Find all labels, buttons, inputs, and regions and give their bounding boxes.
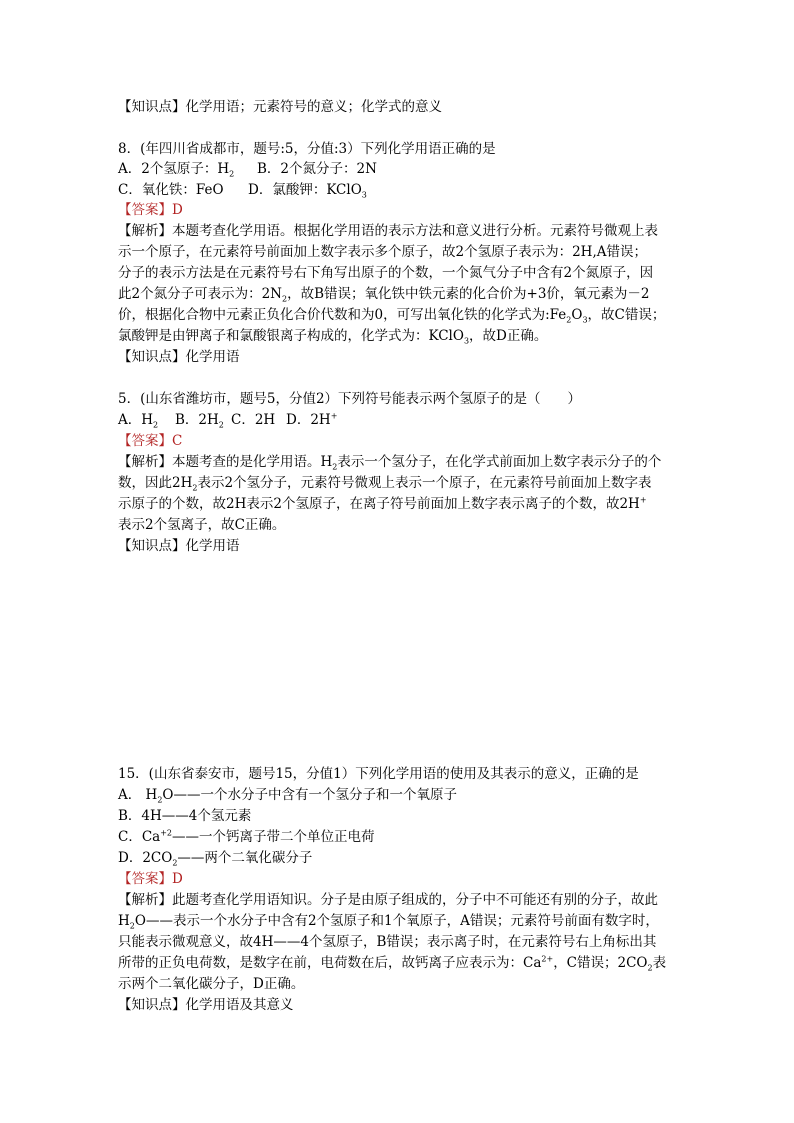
answer-value: C: [172, 433, 183, 449]
option-a: A．$H_2$: [118, 412, 159, 430]
option-b: B．$2H_2$: [175, 412, 224, 430]
knowledge-tag: 【知识点】: [118, 99, 186, 115]
knowledge-line: [118, 995, 294, 1015]
answer-tag: 【答案】: [118, 202, 172, 218]
question-8-options-ab: [118, 159, 377, 179]
analysis-line: 【解析】本题考查化学用语。根据化学用语的表示方法和意义进行分析。元素符号微观上表: [118, 223, 658, 239]
analysis-line: 示两个二氧化碳分子，D正确。: [118, 976, 305, 992]
option-b: B．2个氮分子：2N: [257, 161, 377, 177]
analysis-line: 【解析】此题考查化学用语知识。分子是由原子组成的，分子中不可能还有别的分子，故此: [118, 892, 658, 908]
analysis-line: 表示2个氢离子，故C正确。: [118, 517, 286, 533]
option-b: B．4H——4个氢元素: [118, 808, 252, 824]
knowledge-line: [118, 347, 240, 367]
knowledge-tag: 【知识点】: [118, 349, 186, 365]
analysis-line: $H_2O——$表示一个水分子中含有2个氢原子和1个氧原子，A错误；元素符号前面有数字时，: [118, 913, 659, 931]
analysis-tag: 【解析】: [118, 223, 172, 239]
question-5-options: [118, 410, 337, 430]
option-a: A．2个氢原子：$H_2$: [118, 161, 235, 179]
analysis-line: 示原子的个数，故2H表示2个氢原子，在离子符号前面加上数字表示离子的个数，故2H+: [118, 495, 647, 512]
analysis-line: 所带的正负电荷数，是数字在前，电荷数在后，故钙离子应表示为：$Ca^{2+}$，C错误；$2CO_2$表: [118, 954, 667, 973]
analysis-line: 示一个原子，在元素符号前面加上数字表示多个原子，故2个氢原子表示为：2H,A错误；: [118, 244, 647, 260]
knowledge-line: [118, 97, 442, 117]
option-d: D．2H+: [286, 411, 338, 428]
option-d: D．氯酸钾：KClO$_3$: [248, 182, 367, 200]
question-8-header: 8．(年四川省成都市，题号:5，分值:3）下列化学用语正确的是: [118, 141, 496, 157]
question-5-header: 5．(山东省潍坊市，题号5，分值2）下列符号能表示两个氢原子的是（ ）: [118, 391, 582, 407]
analysis-tag: 【解析】: [118, 454, 172, 470]
analysis-line: 数，因此$2H_2$表示2个氢分子，元素符号微观上表示一个原子，在元素符号前面加上数字表: [118, 475, 652, 493]
knowledge-text: 化学用语及其意义: [185, 997, 294, 1013]
answer-value: D: [172, 871, 183, 887]
analysis-line: 氯酸钾是由钾离子和氯酸银离子构成的，化学式为：KClO$_3$，故D正确。: [118, 328, 548, 346]
answer-line: [118, 431, 182, 451]
knowledge-text: 化学用语: [185, 538, 240, 554]
knowledge-tag: 【知识点】: [118, 538, 186, 554]
analysis-line: 分子的表示方法是在元素符号右下角写出原子的个数，一个氮气分子中含有2个氮原子，因: [118, 265, 654, 281]
option-d: D．$2CO_2——$两个二氧化碳分子: [118, 850, 313, 868]
knowledge-text: 化学用语；元素符号的意义；化学式的意义: [185, 99, 442, 115]
answer-tag: 【答案】: [118, 433, 172, 449]
option-c: C．2H: [231, 412, 276, 428]
knowledge-line: [118, 536, 240, 556]
option-a: A． $H_2O——$一个水分子中含有一个氢分子和一个氧原子: [118, 787, 457, 805]
question-8-options-cd: [118, 180, 367, 200]
analysis-line: 此2个氮分子可表示为：$2N_2$，故B错误；氧化铁中铁元素的化合价为+3价，氧元素为－2: [118, 286, 650, 304]
answer-line: [118, 200, 183, 220]
analysis-line: 价，根据化合物中元素正负化合价代数和为0，可写出氧化铁的化学式为$:Fe_2O_3$，故C错误；: [118, 307, 666, 325]
knowledge-tag: 【知识点】: [118, 997, 186, 1013]
answer-tag: 【答案】: [118, 871, 172, 887]
question-15-header: 15．(山东省泰安市，题号15，分值1）下列化学用语的使用及其表示的意义，正确的是: [118, 766, 639, 782]
analysis-tag: 【解析】: [118, 892, 172, 908]
option-c: C．$Ca^{+2}——$一个钙离子带二个单位正电荷: [118, 828, 375, 845]
analysis-line: 只能表示微观意义，故4H——4个氢原子，B错误；表示离子时，在元素符号右上角标出其: [118, 934, 657, 950]
analysis-line: 【解析】本题考查的是化学用语。$H_2$表示一个氢分子，在化学式前面加上数字表示分子的个: [118, 454, 662, 472]
answer-line: [118, 869, 183, 889]
knowledge-text: 化学用语: [185, 349, 240, 365]
option-c: C．氧化铁：FeO: [118, 182, 224, 198]
answer-value: D: [172, 202, 183, 218]
